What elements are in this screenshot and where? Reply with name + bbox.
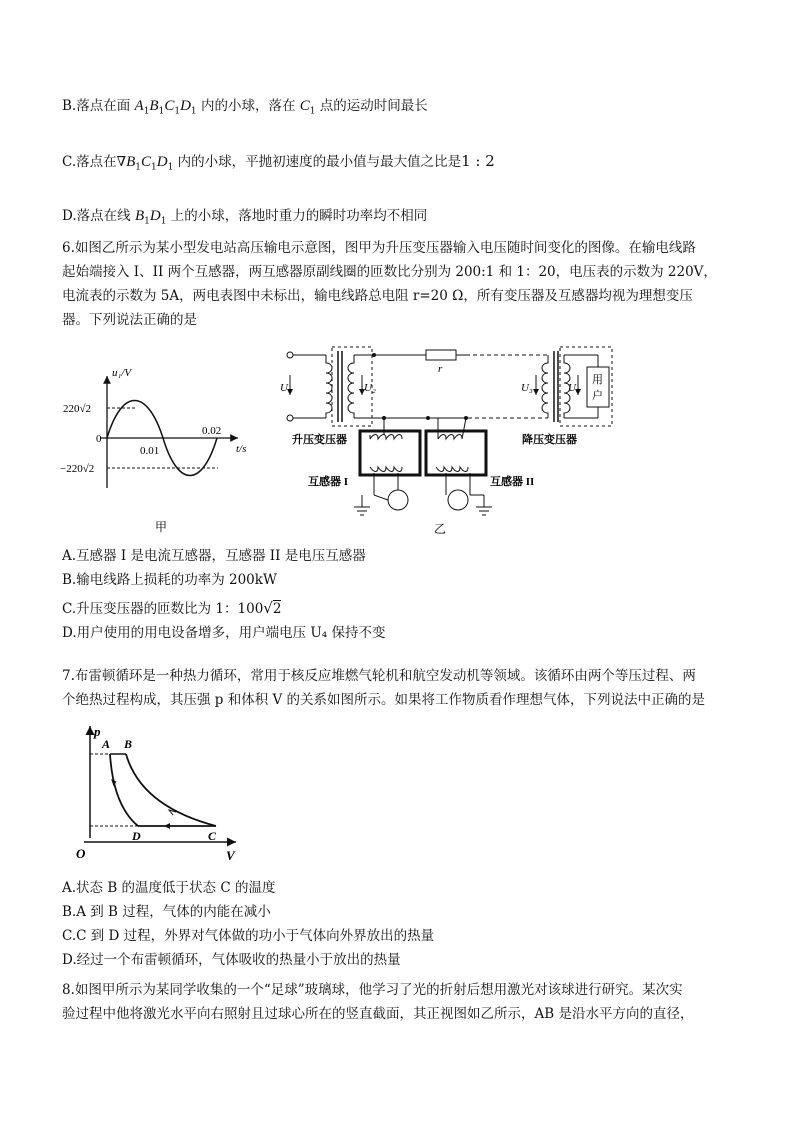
svg-text:互感器 I: 互感器 I [308, 476, 349, 488]
svg-text:C: C [208, 829, 217, 843]
q5-option-d: D.落点在线 $B_1D_1$ 上的小球，落地时重力的瞬时功率均不相同 [62, 208, 428, 227]
q7-pv-figure [68, 716, 248, 866]
svg-text:降压变压器: 降压变压器 [522, 434, 577, 446]
svg-text:互感器 II: 互感器 II [490, 476, 535, 488]
svg-text:r: r [438, 363, 443, 375]
svg-text:B: B [124, 737, 133, 751]
q6-figure-jia [60, 348, 270, 538]
q7-options: A.状态 B 的温度低于状态 C 的温度 B.A 到 B 过程，气体的内能在减小 C.C 到 D 过程，外界对气体做的功小于气体向外界放出的热量 D.经过一个布雷顿循环，气体吸收的热量小于放出的热量 [62, 880, 435, 968]
svg-text:升压变压器: 升压变压器 [292, 434, 347, 446]
jia-xtick-1: 0.01 [140, 445, 160, 457]
q6-stem: 6.如图乙所示为某小型发电站高压输电示意图，图甲为升压变压器输入电压随时间变化的图像。在输电线路 起始端接入 I、II 两个互感器，两互感器原副线圈的匝数比分别为 200:1 和 1：20，电压表的示数为 220V， 电流表的示数为 5A，两电表图中未标出，输电线路总电阻 r=20 Ω，所有变压器及互感器均视为理想变压 器。下列说法正确的是 [62, 240, 717, 328]
jia-origin: 0 [96, 433, 102, 445]
svg-text:U₂: U₂ [364, 382, 376, 394]
q8-stem: 8.如图甲所示为某同学收集的一个“足球”玻璃球，他学习了光的折射后想用激光对该球进行研究。某次实 验过程中他将激光水平向右照射且过球心所在的竖直截面，其正视图如乙所示，AB 是沿水平方向的直径， [62, 982, 694, 1022]
jia-xlabel: t/s [236, 443, 247, 455]
svg-text:U₁: U₁ [280, 382, 292, 394]
svg-text:V: V [226, 848, 235, 863]
svg-text:用: 用 [592, 374, 603, 386]
svg-text:A: A [102, 737, 111, 751]
jia-xtick-2: 0.02 [202, 425, 222, 437]
svg-text:O: O [76, 846, 86, 861]
svg-text:U₄: U₄ [568, 382, 580, 394]
q5-option-b: B.落点在面 $A_1B_1C_1D_1$ 内的小球，落在 $C_1$ 点的运动时间最长 [62, 98, 428, 117]
jia-caption: 甲 [155, 520, 168, 534]
q7-stem: 7.布雷顿循环是一种热力循环，常用于核反应堆燃气轮机和航空发动机等领域。该循环由两个等压过程、两 个绝热过程构成，其压强 p 和体积 V 的关系如图所示。如果将工作物质看作理想气体，下列说法中正确的是 [62, 668, 706, 708]
svg-text:乙: 乙 [434, 522, 447, 536]
jia-ytick-bottom: −220√2 [60, 463, 95, 475]
q5-option-c: C.落点在$\nabla B_1C_1D_1$ 内的小球，平抛初速度的最小值与最大值之比是1 : 2 [62, 152, 495, 173]
svg-text:户: 户 [592, 390, 603, 402]
svg-text:U₃: U₃ [521, 382, 533, 394]
svg-text:p: p [94, 724, 101, 739]
svg-text:D: D [132, 829, 141, 843]
jia-ylabel: u₁/V [112, 367, 132, 379]
q6-options: A.互感器 I 是电流互感器，互感器 II 是电压互感器 B.输电线路上损耗的功率为 200kW C.升压变压器的匝数比为 1：100√2 D.用户使用的用电设备增多，用户端电压 U₄ 保持不变 [62, 548, 386, 641]
q6-figure-yi [278, 345, 623, 545]
jia-ytick-top: 220√2 [63, 403, 92, 415]
